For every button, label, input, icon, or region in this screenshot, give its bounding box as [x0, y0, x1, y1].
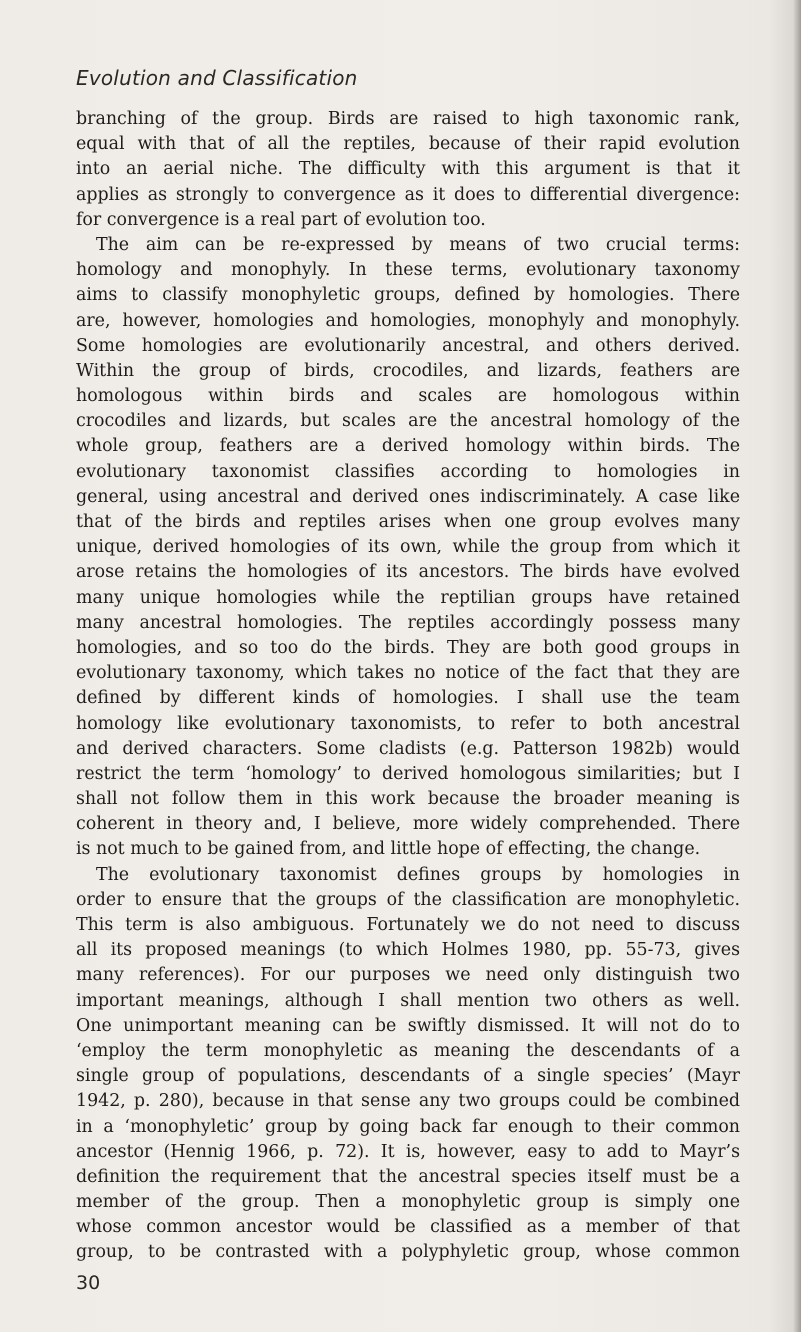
- text-line: homologous within birds and scales are homologous within: [76, 386, 740, 407]
- running-head: Evolution and Classification: [76, 66, 358, 90]
- text-line: homology like evolutionary taxonomists, to refer to both ancestral: [76, 713, 740, 734]
- text-line: whose common ancestor would be classified as a member of that: [76, 1217, 740, 1238]
- text-line: aims to classify monophyletic groups, defined by homologies. There: [76, 285, 740, 306]
- text-line: many references). For our purposes we need only distinguish two: [76, 965, 740, 986]
- text-line: many ancestral homologies. The reptiles accordingly possess many: [76, 612, 740, 633]
- text-line: Within the group of birds, crocodiles, and lizards, feathers are: [76, 360, 740, 381]
- text-line: evolutionary taxonomist classifies according to homologies in: [76, 461, 740, 482]
- text-line: This term is also ambiguous. Fortunately we do not need to discuss: [76, 915, 740, 935]
- text-line: ancestor (Hennig 1966, p. 72). It is, however, easy to add to Mayr’s: [76, 1141, 740, 1162]
- text-line: defined by different kinds of homologies. I shall use the team: [76, 688, 740, 709]
- paragraph-first-line: The evolutionary taxonomist defines groups by homologies in: [96, 864, 740, 885]
- text-line: many unique homologies while the reptilian groups have retained: [76, 587, 740, 608]
- text-line: evolutionary taxonomy, which takes no notice of the fact that they are: [76, 663, 740, 684]
- text-line: equal with that of all the reptiles, because of their rapid evolution: [76, 134, 740, 155]
- text-line: restrict the term ‘homology’ to derived homologous similarities; but I: [76, 763, 740, 784]
- text-line: whole group, feathers are a derived homology within birds. The: [76, 436, 740, 457]
- paragraph-first-line: The aim can be re-expressed by means of two crucial terms:: [96, 234, 740, 255]
- text-line: crocodiles and lizards, but scales are the ancestral homology of the: [76, 411, 740, 432]
- text-line: order to ensure that the groups of the classification are monophyletic.: [76, 889, 740, 910]
- text-line: homologies, and so too do the birds. They are both good groups in: [76, 637, 740, 658]
- text-line: and derived characters. Some cladists (e.g. Patterson 1982b) would: [76, 738, 740, 759]
- text-line: One unimportant meaning can be swiftly dismissed. It will not do to: [76, 1015, 740, 1036]
- text-line: Some homologies are evolutionarily ancestral, and others derived.: [76, 335, 740, 356]
- text-line: homology and monophyly. In these terms, evolutionary taxonomy: [76, 260, 740, 281]
- text-line: into an aerial niche. The difficulty with this argument is that it: [76, 159, 740, 180]
- text-line: unique, derived homologies of its own, while the group from which it: [76, 537, 740, 558]
- text-line: all its proposed meanings (to which Holmes 1980, pp. 55-73, gives: [76, 940, 740, 961]
- text-line: group, to be contrasted with a polyphyletic group, whose common: [76, 1242, 740, 1263]
- text-line: are, however, homologies and homologies, monophyly and monophyly.: [76, 310, 740, 331]
- text-line: arose retains the homologies of its ancestors. The birds have evolved: [76, 562, 740, 583]
- page-number: 30: [76, 1272, 101, 1294]
- text-line: ‘employ the term monophyletic as meaning the descendants of a: [76, 1040, 740, 1061]
- text-line: 1942, p. 280), because in that sense any two groups could be combined: [76, 1091, 740, 1112]
- text-line: in a ‘monophyletic’ group by going back far enough to their common: [76, 1116, 740, 1137]
- text-line: is not much to be gained from, and little hope of effecting, the change.: [76, 839, 701, 860]
- text-line: branching of the group. Birds are raised to high taxonomic rank,: [76, 109, 740, 129]
- text-line: for convergence is a real part of evolution too.: [76, 209, 486, 230]
- text-line: coherent in theory and, I believe, more widely comprehended. There: [76, 814, 740, 835]
- text-line: that of the birds and reptiles arises when one group evolves many: [76, 512, 740, 532]
- text-line: general, using ancestral and derived ones indiscriminately. A case like: [76, 486, 740, 507]
- text-line: shall not follow them in this work because the broader meaning is: [76, 789, 740, 810]
- page-edge-shadow: [793, 0, 801, 1332]
- text-line: definition the requirement that the ancestral species itself must be a: [76, 1166, 740, 1187]
- body-text: [76, 107, 740, 1266]
- text-line: applies as strongly to convergence as it does to differential divergence:: [76, 184, 740, 205]
- text-line: important meanings, although I shall mention two others as well.: [76, 990, 740, 1011]
- text-line: single group of populations, descendants of a single species’ (Mayr: [76, 1066, 740, 1087]
- text-line: member of the group. Then a monophyletic group is simply one: [76, 1192, 740, 1213]
